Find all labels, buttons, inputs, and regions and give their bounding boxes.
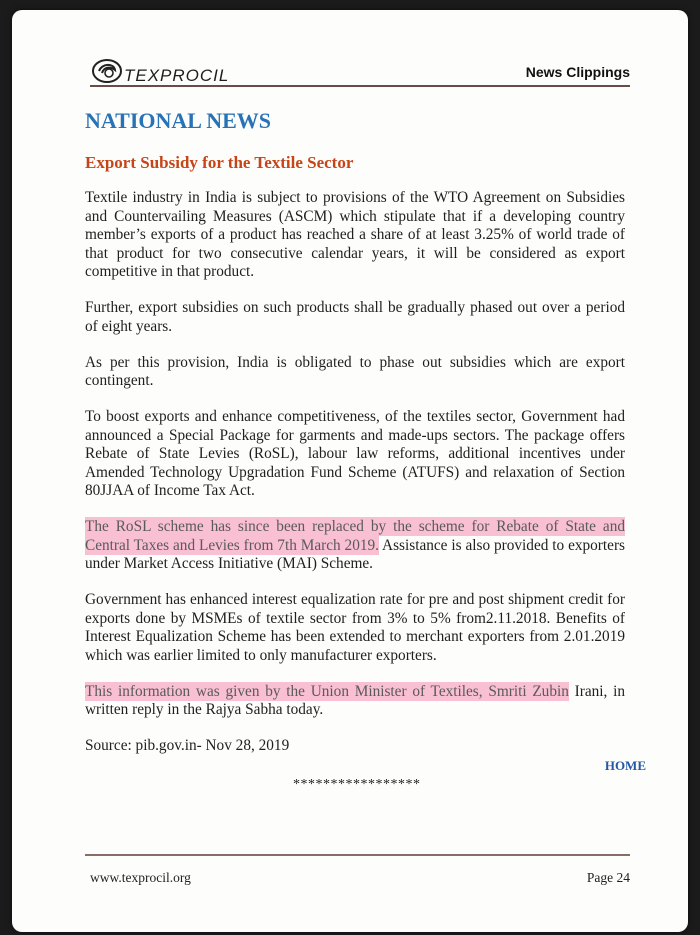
logo-text: TEXPROCIL bbox=[124, 66, 230, 85]
paragraph-7 bbox=[85, 683, 625, 720]
highlighted-text: This information was given by the Union Minister of Textiles, Smriti Zubin bbox=[85, 682, 569, 700]
page-number: Page 24 bbox=[586, 870, 630, 885]
paragraph-1: Textile industry in India is subject to provisions of the WTO Agreement on Subsidies and Countervailing Measures (ASCM) which stipulate that if a developing country member’s exports of a product has reached a share of at least 3.25% of world trade of that product for two consecutive calendar years, it will be considered as export competitive in that product. bbox=[85, 189, 625, 280]
separator-stars: ***************** bbox=[293, 777, 421, 792]
document-page bbox=[12, 10, 688, 932]
home-link[interactable]: HOME bbox=[604, 758, 646, 773]
texprocil-logo-icon bbox=[90, 54, 124, 88]
section-title: NATIONAL NEWS bbox=[85, 108, 272, 133]
paragraph-5-rest: Assistance is also provided to exporters under Market Access Initiative (MAI) Scheme. bbox=[85, 536, 625, 572]
paragraph-2: Further, export subsidies on such products shall be gradually phased out over a period of eight years. bbox=[85, 299, 625, 335]
paragraph-3: As per this provision, India is obligated to phase out subsidies which are export contingent. bbox=[85, 353, 625, 389]
highlighted-text: The RoSL scheme has since been replaced by the scheme for Rebate of State and Central Taxes and Levies from 7th March 2019. bbox=[85, 518, 625, 554]
news-clippings-label: News Clippings bbox=[525, 64, 630, 80]
paragraph-4: To boost exports and enhance competitiveness, of the textiles sector, Government had announced a Special Package for garments and made-ups sectors. The package offers Rebate of State Levies (RoSL), labour law reforms, additional incentives under Amended Technology Upgradation Fund Scheme (ATUFS) and relaxation of Section 80JJAA of Income Tax Act. bbox=[85, 408, 625, 499]
header-divider bbox=[90, 85, 630, 87]
footer-divider bbox=[85, 854, 630, 856]
footer-website[interactable]: www.texprocil.org bbox=[90, 870, 191, 885]
texprocil-logo bbox=[90, 54, 290, 94]
source-line: Source: pib.gov.in- Nov 28, 2019 bbox=[85, 737, 290, 754]
paragraph-6: Government has enhanced interest equalization rate for pre and post shipment credit for exports done by MSMEs of textile sector from 3% to 5% from2.11.2018. Benefits of Interest Equalization Scheme has been extended to merchant exporters from 2.01.2019 which was earlier limited to only manufacturer exporters. bbox=[85, 591, 625, 664]
article-body bbox=[85, 189, 625, 756]
paragraph-5 bbox=[85, 518, 625, 574]
article-title: Export Subsidy for the Textile Sector bbox=[85, 153, 354, 172]
paragraph-7-rest: Irani, in written reply in the Rajya Sabha today. bbox=[85, 682, 626, 718]
